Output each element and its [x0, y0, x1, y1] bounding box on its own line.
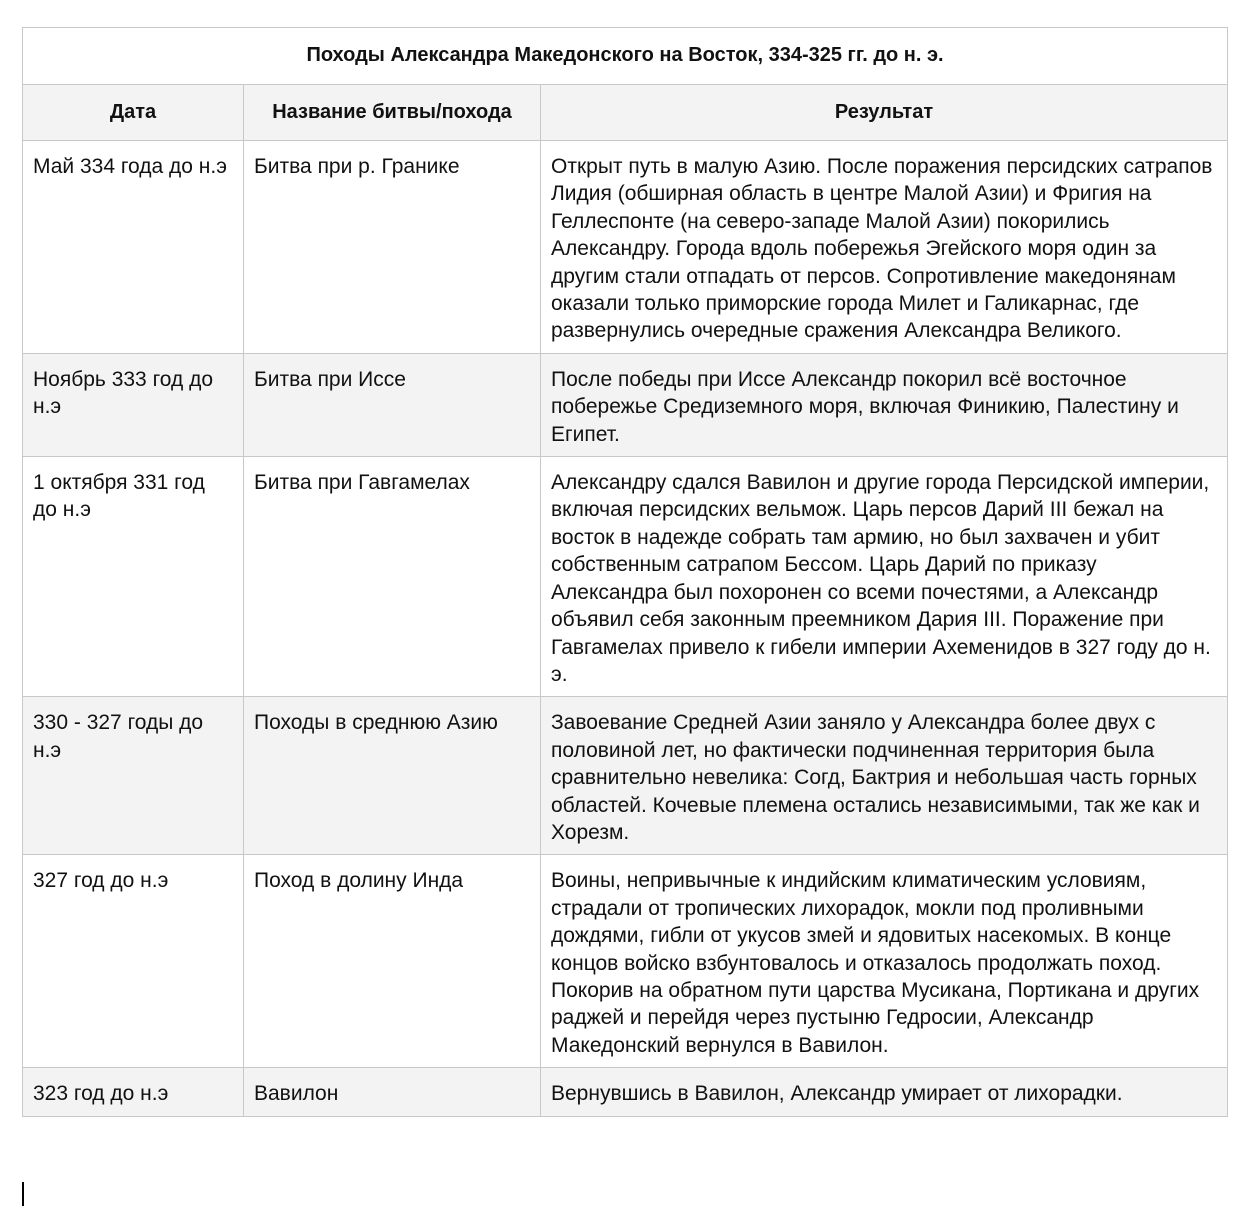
- cell-date: 327 год до н.э: [23, 855, 244, 1068]
- table-header-row: [23, 85, 1228, 141]
- text-cursor[interactable]: [22, 1182, 24, 1206]
- table-row: [23, 457, 1228, 697]
- campaigns-table: [22, 27, 1228, 1117]
- table-row: [23, 855, 1228, 1068]
- cell-name: Битва при р. Гранике: [244, 141, 541, 354]
- cell-name: Битва при Иссе: [244, 353, 541, 456]
- cell-result: Александру сдался Вавилон и другие города Персидской империи, включая персидских вельмож. Царь персов Дарий III бежал на восток в надежде собрать там армию, но был захвачен и убит собственным сатрапом Бессом. Царь Дарий по приказу Александра был похоронен со всеми почестями, а Александр объявил себя законным преемником Дария III. Поражение при Гавгамелах привело к гибели империи Ахеменидов в 327 году до н. э.: [541, 457, 1228, 697]
- table-row: [23, 697, 1228, 855]
- header-result: Результат: [541, 85, 1228, 141]
- cell-name: Походы в среднюю Азию: [244, 697, 541, 855]
- cell-name: Вавилон: [244, 1068, 541, 1116]
- table-title: Походы Александра Македонского на Восток, 334-325 гг. до н. э.: [23, 28, 1228, 85]
- cell-result: Завоевание Средней Азии заняло у Александра более двух с половиной лет, но фактически подчиненная территория была сравнительно невелика: Согд, Бактрия и небольшая часть горных областей. Кочевые племена остались независимыми, так же как и Хорезм.: [541, 697, 1228, 855]
- table-row: [23, 1068, 1228, 1116]
- cell-result: После победы при Иссе Александр покорил всё восточное побережье Средиземного моря, включая Финикию, Палестину и Египет.: [541, 353, 1228, 456]
- cell-date: Ноябрь 333 год до н.э: [23, 353, 244, 456]
- table-row: [23, 353, 1228, 456]
- cell-name: Поход в долину Инда: [244, 855, 541, 1068]
- header-date: Дата: [23, 85, 244, 141]
- cell-result: Воины, непривычные к индийским климатическим условиям, страдали от тропических лихорадок, мокли под проливными дождями, гибли от укусов змей и ядовитых насекомых. В конце концов войско взбунтовалось и отказалось продолжать поход. Покорив на обратном пути царства Мусикана, Портикана и других раджей и перейдя через пустыню Гедросии, Александр Македонский вернулся в Вавилон.: [541, 855, 1228, 1068]
- cell-date: 330 - 327 годы до н.э: [23, 697, 244, 855]
- table-title-row: [23, 28, 1228, 85]
- cell-date: Май 334 года до н.э: [23, 141, 244, 354]
- cell-date: 323 год до н.э: [23, 1068, 244, 1116]
- cell-date: 1 октября 331 год до н.э: [23, 457, 244, 697]
- cell-name: Битва при Гавгамелах: [244, 457, 541, 697]
- table-row: [23, 141, 1228, 354]
- header-name: Название битвы/похода: [244, 85, 541, 141]
- cell-result: Открыт путь в малую Азию. После поражения персидских сатрапов Лидия (обширная область в центре Малой Азии) и Фригия на Геллеспонте (на северо-западе Малой Азии) покорились Александру. Города вдоль побережья Эгейского моря один за другим стали отпадать от персов. Сопротивление македонянам оказали только приморские города Милет и Галикарнас, где развернулись очередные сражения Александра Великого.: [541, 141, 1228, 354]
- cell-result: Вернувшись в Вавилон, Александр умирает от лихорадки.: [541, 1068, 1228, 1116]
